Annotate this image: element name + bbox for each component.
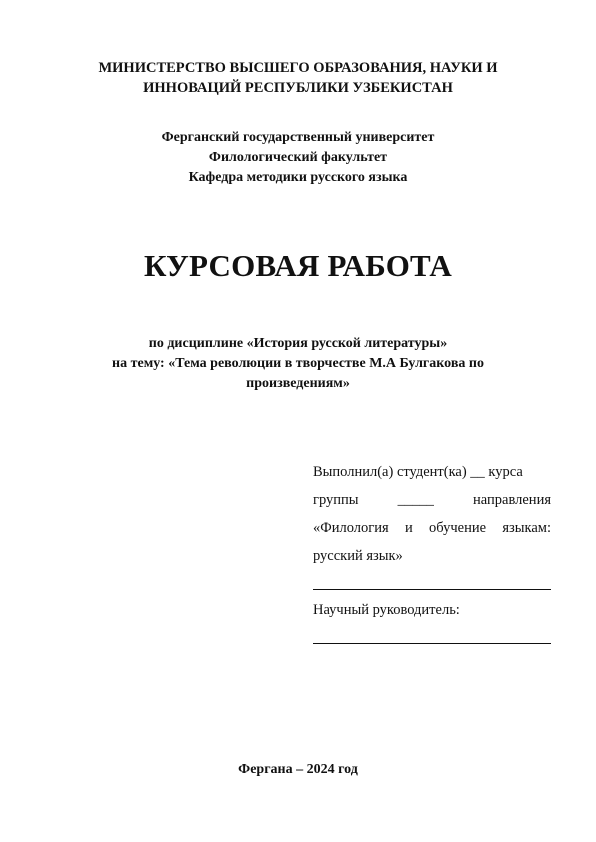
program-word-4: языкам: [502, 520, 551, 536]
discipline-block [40, 334, 556, 394]
ministry-line-2: ИННОВАЦИЙ РЕСПУБЛИКИ УЗБЕКИСТАН [143, 80, 453, 96]
direction-word: направления [473, 492, 551, 508]
university-name: Ферганский государственный университет [161, 130, 435, 145]
author-block [313, 458, 551, 650]
student-line: Выполнил(а) студент(ка) __ курса [313, 464, 523, 480]
program-line [313, 514, 551, 542]
document-title: КУРСОВАЯ РАБОТА [144, 248, 452, 283]
faculty-name: Филологический факультет [208, 150, 388, 165]
topic-line-2: произведениям» [246, 376, 350, 391]
group-word: группы [313, 492, 359, 508]
program-word-1: «Филология [313, 520, 389, 536]
rule-line [313, 643, 551, 644]
program-word-3: обучение [429, 520, 487, 536]
ministry-line-1: МИНИСТЕРСТВО ВЫСШЕГО ОБРАЗОВАНИЯ, НАУКИ И [98, 60, 498, 76]
city-year: Фергана – 2024 год [238, 762, 358, 777]
institution-block [40, 128, 556, 188]
ministry-heading [40, 58, 556, 98]
rule-line [313, 589, 551, 590]
group-line [313, 486, 551, 514]
student-signature-rule [313, 570, 551, 596]
supervisor-label: Научный руководитель: [313, 602, 460, 618]
supervisor-signature-rule [313, 624, 551, 650]
program-line-end: русский язык» [313, 548, 403, 564]
discipline-line-1: по дисциплине «История русской литературы» [148, 336, 448, 351]
topic-line-1: на тему: «Тема революции в творчестве М.А Булгакова по [112, 356, 484, 371]
department-name: Кафедра методики русского языка [188, 170, 408, 185]
group-blank: _____ [397, 492, 434, 508]
program-word-2: и [404, 520, 413, 536]
